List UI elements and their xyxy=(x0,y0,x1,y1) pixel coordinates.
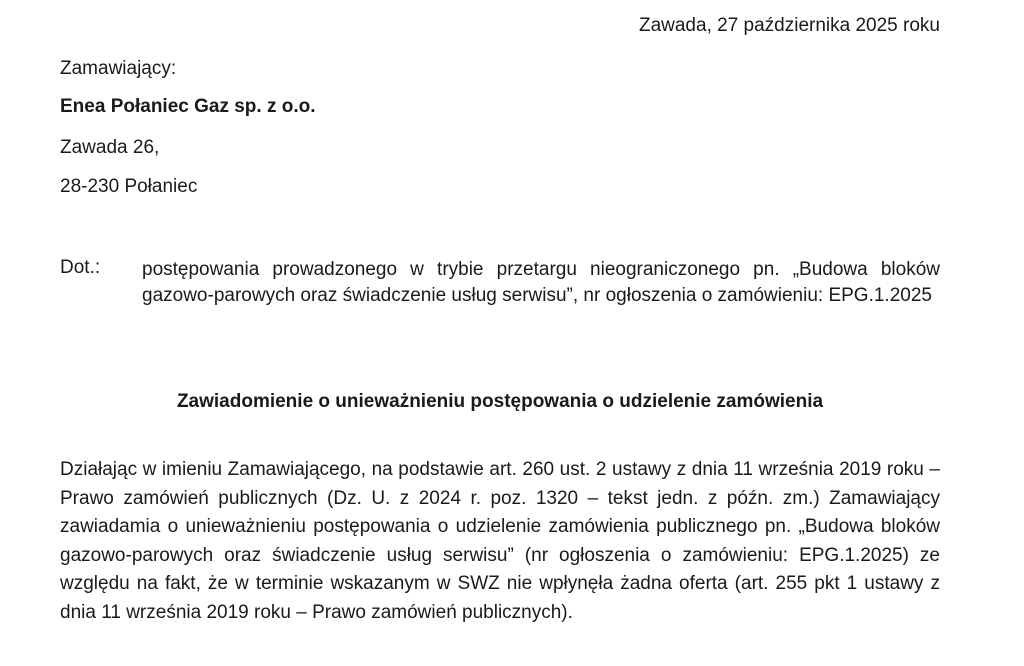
notice-body: Działając w imieniu Zamawiającego, na podstawie art. 260 ust. 2 ustawy z dnia 11 września 2019 roku – Prawo zamówień publicznych (Dz. U. z 2024 r. poz. 1320 – tekst jedn. z późn. zm.) Zamawiający zawiadamia o unieważnieniu postępowania o udzielenie zamówienia publicznego pn. „Budowa bloków gazowo-parowych oraz świadczenie usług serwisu” (nr ogłoszenia o zamówieniu: EPG.1.2025) ze względu na fakt, że w terminie wskazanym w SWZ nie wpłynęła żadna oferta (art. 255 pkt 1 ustawy z dnia 11 września 2019 roku – Prawo zamówień publicznych). xyxy=(60,459,940,623)
recipient-label: Zamawiający: xyxy=(60,58,177,79)
notice-title: Zawiadomienie o unieważnieniu postępowania o udzielenie zamówienia xyxy=(176,391,824,412)
recipient-street: Zawada 26, xyxy=(60,137,160,158)
date-line: Zawada, 27 października 2025 roku xyxy=(638,15,940,36)
subject-text: postępowania prowadzonego w trybie przetargu nieograniczonego pn. „Budowa bloków gazowo-parowych oraz świadczenie usług serwisu”, nr ogłoszenia o zamówieniu: EPG.1.2025 xyxy=(142,259,940,306)
subject-label: Dot.: xyxy=(60,257,101,278)
recipient-company: Enea Połaniec Gaz sp. z o.o. xyxy=(60,96,316,117)
recipient-city: 28-230 Połaniec xyxy=(60,176,198,197)
